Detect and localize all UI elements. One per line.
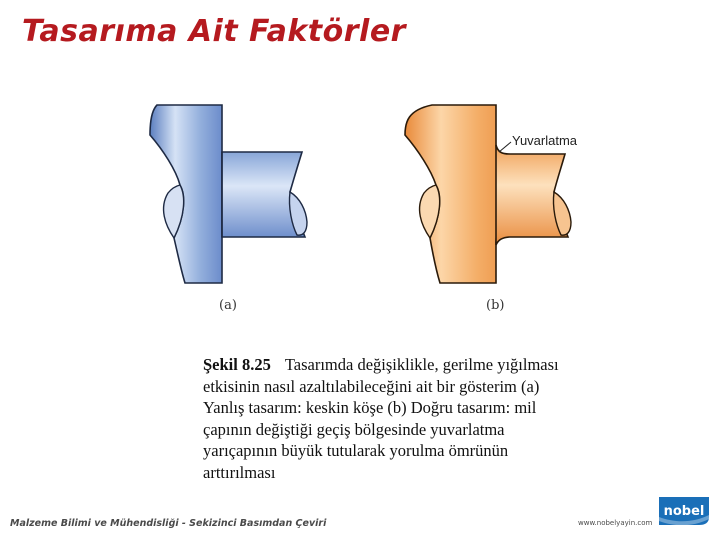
part-a-large-section bbox=[150, 105, 222, 283]
figure-caption bbox=[203, 354, 573, 483]
footer-book-title: Malzeme Bilimi ve Mühendisliği - Sekizinci Basımdan Çeviri bbox=[10, 518, 327, 529]
stress-concentration-figure bbox=[130, 88, 600, 298]
part-b-large-section bbox=[405, 105, 508, 283]
part-a-sharp-corner bbox=[150, 105, 307, 283]
fillet-leader-line bbox=[499, 142, 511, 152]
slide-title: Tasarıma Ait Faktörler bbox=[22, 14, 406, 49]
part-b-label: (b) bbox=[486, 298, 505, 313]
footer-url: www.nobelyayin.com bbox=[578, 519, 653, 527]
fillet-annotation: Yuvarlatma bbox=[512, 133, 578, 148]
caption-text: Tasarımda değişiklikle, gerilme yığılması etkisinin nasıl azaltılabileceğini ait bir gösterim (a) Yanlış tasarım: keskin köşe (b) Doğru tasarım: mil çapının değiştiği geçiş bölgesinde yuvarlatma yarıçapının büyük tutularak yorulma ömrünün arttırılması bbox=[203, 355, 559, 482]
nobel-logo bbox=[655, 493, 713, 529]
part-b-fillet bbox=[405, 105, 571, 283]
part-a-label: (a) bbox=[219, 298, 237, 313]
logo-text: nobel bbox=[663, 504, 705, 519]
caption-figure-number: Şekil 8.25 bbox=[203, 355, 271, 374]
